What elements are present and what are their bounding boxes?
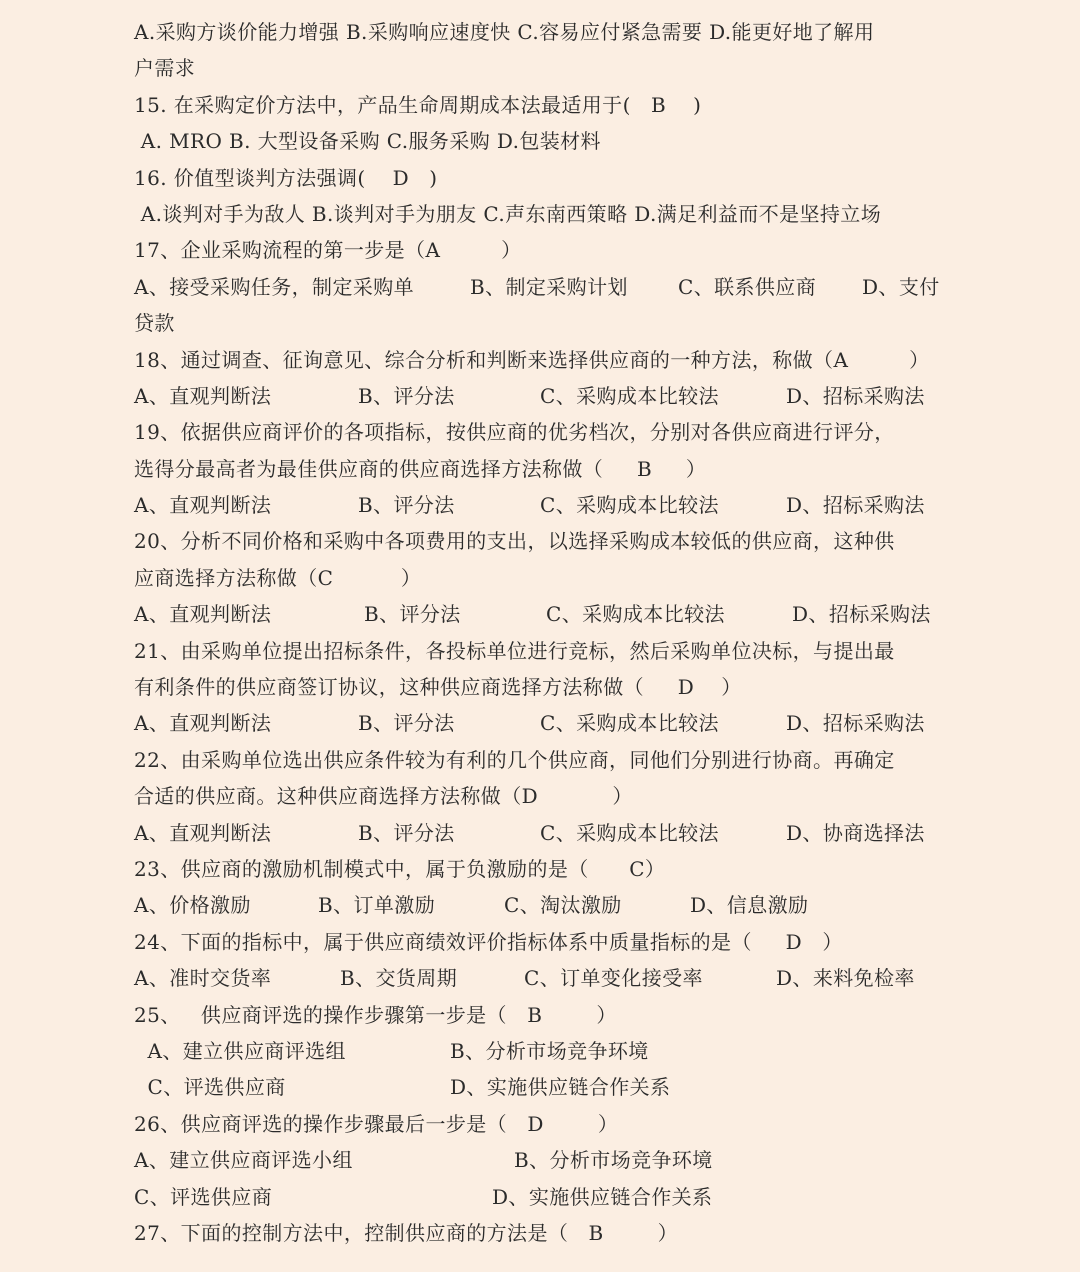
answer-options-row: [134, 1142, 1080, 1178]
answer-option: B、分析市场竞争环境: [514, 1148, 713, 1173]
answer-options-row: [134, 269, 1080, 305]
answer-option: B、评分法: [358, 383, 455, 408]
question-line: 20、分析不同价格和采购中各项费用的支出，以选择采购成本较低的供应商，这种供: [134, 529, 895, 554]
question-line: A.谈判对手为敌人 B.谈判对手为朋友 C.声东南西策略 D.满足利益而不是坚持立场: [134, 201, 882, 226]
answer-option: C、采购成本比较法: [540, 820, 719, 845]
question-line: 23、供应商的激励机制模式中，属于负激励的是（ C）: [134, 856, 666, 881]
answer-option: A、直观判断法: [134, 711, 272, 736]
answer-option: D、招标采购法: [786, 383, 925, 408]
answer-options-row: [134, 378, 1080, 414]
question-line: 15. 在采购定价方法中，产品生命周期成本法最适用于( B ): [134, 92, 702, 117]
answer-option: B、分析市场竞争环境: [450, 1038, 649, 1063]
question-line: 应商选择方法称做（C ）: [134, 565, 422, 590]
answer-options-row: [134, 1179, 1080, 1215]
answer-option: C、淘汰激励: [504, 893, 622, 918]
answer-option: A、价格激励: [134, 893, 251, 918]
question-line: 合适的供应商。这种供应商选择方法称做（D ）: [134, 784, 633, 809]
answer-option: C、评选供应商: [134, 1075, 286, 1100]
question-line: 选得分最高者为最佳供应商的供应商选择方法称做（ B ）: [134, 456, 707, 481]
question-line: 27、下面的控制方法中，控制供应商的方法是（ B ）: [134, 1220, 679, 1245]
answer-option: C、评选供应商: [134, 1184, 273, 1209]
answer-option: D、实施供应链合作关系: [450, 1075, 671, 1100]
answer-option: D、协商选择法: [786, 820, 925, 845]
answer-option: B、订单激励: [318, 893, 436, 918]
answer-option: B、评分法: [364, 602, 461, 627]
answer-option: C、采购成本比较法: [540, 383, 719, 408]
answer-option: D、招标采购法: [786, 711, 925, 736]
answer-option: B、交货周期: [340, 966, 458, 991]
answer-option: A、直观判断法: [134, 602, 272, 627]
answer-option: D、招标采购法: [786, 493, 925, 518]
answer-option: A、直观判断法: [134, 820, 272, 845]
answer-option: A、直观判断法: [134, 383, 272, 408]
answer-option: A、接受采购任务，制定采购单: [134, 274, 415, 299]
question-line: 22、由采购单位选出供应条件较为有利的几个供应商，同他们分别进行协商。再确定: [134, 747, 895, 772]
answer-option: A、建立供应商评选组: [134, 1038, 346, 1063]
question-line: 25、 供应商评选的操作步骤第一步是（ B ）: [134, 1002, 617, 1027]
question-line: 21、由采购单位提出招标条件，各投标单位进行竞标，然后采购单位决标，与提出最: [134, 638, 895, 663]
answer-option: C、采购成本比较法: [546, 602, 725, 627]
question-line: 户需求: [134, 56, 196, 81]
answer-option: D、支付: [862, 274, 940, 299]
question-line: 16. 价值型谈判方法强调( D ): [134, 165, 438, 190]
answer-options-row: [134, 887, 1080, 923]
question-line: 18、通过调查、征询意见、综合分析和判断来选择供应商的一种方法，称做（A ）: [134, 347, 930, 372]
answer-options-row: [134, 487, 1080, 523]
answer-option: D、信息激励: [690, 893, 809, 918]
answer-option: C、采购成本比较法: [540, 711, 719, 736]
question-line: 19、依据供应商评价的各项指标，按供应商的优劣档次，分别对各供应商进行评分，: [134, 420, 895, 445]
question-line: 24、下面的指标中，属于供应商绩效评价指标体系中质量指标的是（ D ）: [134, 929, 843, 954]
answer-option: D、实施供应链合作关系: [492, 1184, 713, 1209]
answer-option: A、准时交货率: [134, 966, 272, 991]
question-line: 贷款: [134, 311, 175, 336]
answer-options-row: [134, 596, 1080, 632]
answer-option: A、建立供应商评选小组: [134, 1148, 353, 1173]
answer-option: C、联系供应商: [678, 274, 817, 299]
answer-option: B、制定采购计划: [470, 274, 628, 299]
answer-option: D、来料免检率: [776, 966, 915, 991]
answer-option: D、招标采购法: [792, 602, 931, 627]
answer-options-row: [134, 815, 1080, 851]
answer-options-row: [134, 1069, 1080, 1105]
answer-option: B、评分法: [358, 711, 455, 736]
answer-option: C、订单变化接受率: [524, 966, 703, 991]
answer-option: B、评分法: [358, 820, 455, 845]
answer-options-row: [134, 1033, 1080, 1069]
question-line: 17、企业采购流程的第一步是（A ）: [134, 238, 522, 263]
question-line: A.采购方谈价能力增强 B.采购响应速度快 C.容易应付紧急需要 D.能更好地了解用: [134, 20, 875, 44]
answer-option: B、评分法: [358, 493, 455, 518]
question-line: 26、供应商评选的操作步骤最后一步是（ D ）: [134, 1111, 619, 1136]
question-line: A. MRO B. 大型设备采购 C.服务采购 D.包装材料: [134, 129, 601, 154]
question-line: 有利条件的供应商签订协议，这种供应商选择方法称做（ D ）: [134, 675, 742, 700]
answer-options-row: [134, 960, 1080, 996]
answer-option: A、直观判断法: [134, 493, 272, 518]
answer-option: C、采购成本比较法: [540, 493, 719, 518]
answer-options-row: [134, 705, 1080, 741]
